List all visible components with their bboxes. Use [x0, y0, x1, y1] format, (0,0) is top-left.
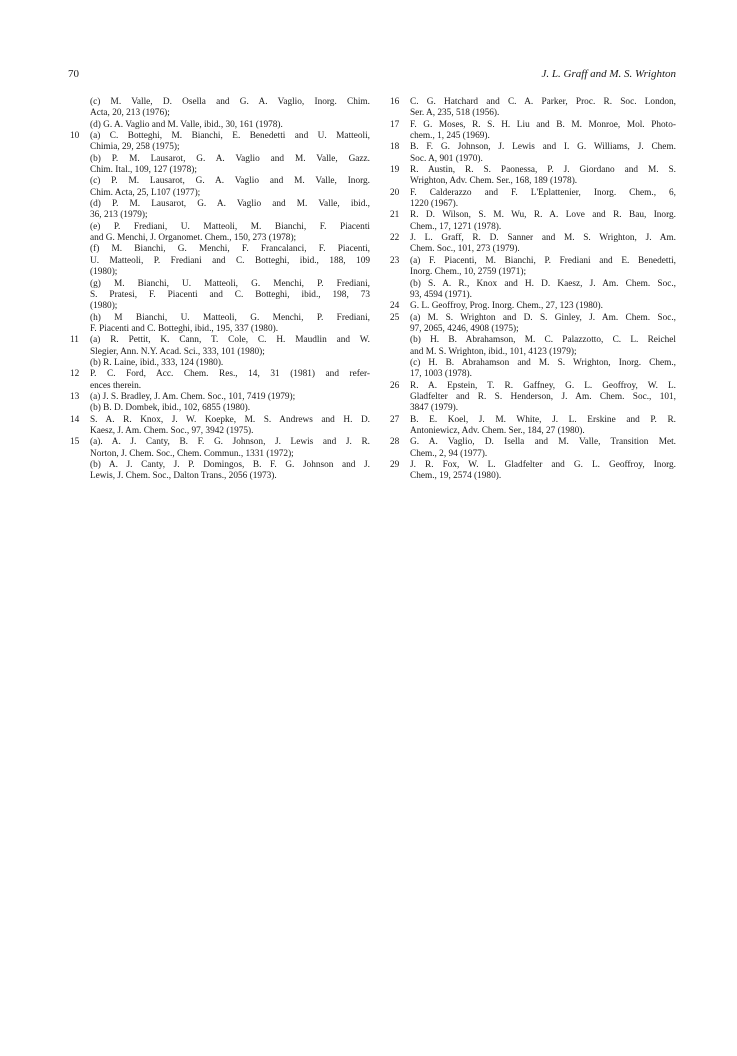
reference-line: R. A. Epstein, T. R. Gaffney, G. L. Geoffroy, W. L.: [410, 380, 676, 391]
reference-line: (c) H. B. Abrahamson and M. S. Wrighton, Inorg. Chem.,: [410, 357, 676, 368]
references-right-column: [390, 97, 676, 483]
reference-number: 23: [390, 255, 400, 266]
reference-text: [90, 392, 370, 415]
reference-line: Acta, 20, 213 (1976);: [90, 108, 170, 119]
reference-entry: [70, 392, 370, 415]
reference-number: 17: [390, 119, 400, 130]
reference-line: (1980);: [90, 267, 118, 278]
reference-text: [410, 165, 676, 188]
reference-line: G. A. Vaglio, D. Isella and M. Valle, Transition Met.: [410, 437, 676, 448]
reference-text: [90, 97, 370, 131]
reference-line: B. E. Koel, J. M. White, J. L. Erskine and P. R.: [410, 414, 676, 425]
reference-line: F. Piacenti and C. Botteghi, ibid., 195, 337 (1980).: [90, 323, 279, 334]
reference-entry: [390, 381, 676, 415]
reference-line: 97, 2065, 4246, 4908 (1975);: [410, 323, 519, 334]
reference-line: Inorg. Chem., 10, 2759 (1971);: [410, 267, 527, 278]
reference-text: [410, 437, 676, 460]
reference-line: (g) M. Bianchi, U. Matteoli, G. Menchi, P. Frediani,: [90, 278, 370, 289]
reference-line: (f) M. Bianchi, G. Menchi, F. Francalanci, F. Piacenti,: [90, 244, 370, 255]
reference-line: F. G. Moses, R. S. H. Liu and B. M. Monroe, Mol. Photo-: [410, 119, 676, 130]
reference-text: [90, 415, 370, 438]
reference-text: [410, 415, 676, 438]
reference-number: 28: [390, 437, 400, 448]
reference-line: Norton, J. Chem. Soc., Chem. Commun., 1331 (1972);: [90, 448, 294, 459]
reference-text: [410, 301, 676, 312]
reference-line: 1220 (1967).: [410, 199, 459, 210]
reference-entry: [390, 142, 676, 165]
reference-line: S. A. R. Knox, J. W. Koepke, M. S. Andrews and H. D.: [90, 414, 370, 425]
reference-number: 29: [390, 460, 400, 470]
reference-line: 93, 4594 (1971).: [410, 289, 472, 300]
reference-line: (a) M. S. Wrighton and D. S. Ginley, J. Am. Chem. Soc.,: [410, 312, 676, 323]
reference-line: (d) G. A. Vaglio and M. Valle, ibid., 30, 161 (1978).: [90, 119, 283, 130]
reference-line: (c) P. M. Lausarot, G. A. Vaglio and M. Valle, Inorg.: [90, 176, 370, 187]
reference-line: ences therein.: [90, 380, 142, 391]
reference-text: [90, 437, 370, 482]
reference-number: 24: [390, 301, 400, 312]
reference-line: Antoniewicz, Adv. Chem. Ser., 184, 27 (1980).: [410, 425, 585, 436]
reference-text: [410, 188, 676, 211]
reference-line: (b) B. D. Dombek, ibid., 102, 6855 (1980).: [90, 403, 251, 414]
page-number: 70: [68, 68, 79, 80]
reference-line: P. C. Ford, Acc. Chem. Res., 14, 31 (1981) and refer-: [90, 369, 370, 380]
reference-text: [410, 97, 676, 120]
reference-line: (b) P. M. Lausarot, G. A. Vaglio and M. Valle, Gazz.: [90, 153, 370, 164]
reference-number: [70, 97, 90, 131]
reference-line: Kaesz, J. Am. Chem. Soc., 97, 3942 (1975).: [90, 425, 254, 436]
reference-text: [410, 120, 676, 143]
reference-line: Chim. Acta, 25, L107 (1977);: [90, 187, 201, 198]
reference-text: [410, 381, 676, 415]
reference-number: 16: [390, 97, 400, 107]
reference-entry: [390, 188, 676, 211]
reference-line: Chem., 19, 2574 (1980).: [410, 471, 502, 482]
reference-number: 13: [70, 391, 80, 402]
reference-line: (b) H. B. Abrahamson, M. C. Palazzotto, C. L. Reichel: [410, 335, 676, 346]
reference-entry: [390, 256, 676, 301]
reference-entry: [390, 313, 676, 381]
reference-number: 19: [390, 165, 400, 176]
reference-text: [90, 335, 370, 369]
reference-line: U. Matteoli, P. Frediani and C. Botteghi, ibid., 188, 109: [90, 255, 370, 266]
reference-entry: [390, 210, 676, 233]
reference-entry: [390, 233, 676, 256]
reference-line: (1980);: [90, 301, 118, 312]
reference-line: R. D. Wilson, S. M. Wu, R. A. Love and R. Bau, Inorg.: [410, 210, 676, 221]
reference-number: 20: [390, 187, 400, 198]
reference-line: Chem., 17, 1271 (1978).: [410, 221, 502, 232]
reference-number: 22: [390, 233, 400, 244]
reference-number: 15: [70, 437, 80, 448]
reference-line: Lewis, J. Chem. Soc., Dalton Trans., 2056 (1973).: [90, 471, 277, 482]
reference-line: (b) R. Laine, ibid., 333, 124 (1980).: [90, 357, 224, 368]
reference-line: G. L. Geoffroy, Prog. Inorg. Chem., 27, 123 (1980).: [410, 301, 603, 312]
reference-text: [410, 142, 676, 165]
reference-entry: [390, 415, 676, 438]
reference-line: (a) R. Pettit, K. Cann, T. Cole, C. H. Maudlin and W.: [90, 335, 370, 346]
reference-entry: [390, 437, 676, 460]
reference-line: S. Pratesi, F. Piacenti and C. Botteghi, ibid., 198, 73: [90, 289, 370, 300]
reference-number: 27: [390, 414, 400, 425]
reference-entry: [70, 437, 370, 482]
reference-entry: [70, 97, 370, 131]
reference-line: (b) A. J. Canty, J. P. Domingos, B. F. G. Johnson and J.: [90, 460, 370, 470]
reference-number: 11: [70, 335, 79, 346]
reference-line: Wrighton, Adv. Chem. Ser., 168, 189 (1978).: [410, 176, 578, 187]
reference-entry: [390, 460, 676, 483]
reference-line: Chem. Soc., 101, 273 (1979).: [410, 244, 520, 255]
reference-line: C. G. Hatchard and C. A. Parker, Proc. R. Soc. London,: [410, 97, 676, 107]
reference-line: R. Austin, R. S. Paonessa, P. J. Giordano and M. S.: [410, 165, 676, 176]
reference-number: 18: [390, 142, 400, 153]
reference-line: 17, 1003 (1978).: [410, 369, 472, 380]
reference-text: [410, 233, 676, 256]
reference-line: 36, 213 (1979);: [90, 210, 148, 221]
reference-line: Chimia, 29, 258 (1975);: [90, 142, 180, 153]
reference-entry: [390, 301, 676, 312]
reference-line: (c) M. Valle, D. Osella and G. A. Vaglio, Inorg. Chim.: [90, 97, 370, 107]
reference-line: J. L. Graff, R. D. Sanner and M. S. Wrighton, J. Am.: [410, 233, 676, 244]
reference-line: B. F. G. Johnson, J. Lewis and I. G. Williams, J. Chem.: [410, 142, 676, 153]
reference-line: 3847 (1979).: [410, 403, 459, 414]
reference-line: (a) F. Piacenti, M. Bianchi, P. Frediani and E. Benedetti,: [410, 255, 676, 266]
reference-line: J. R. Fox, W. L. Gladfelter and G. L. Geoffroy, Inorg.: [410, 460, 676, 470]
reference-text: [410, 460, 676, 483]
reference-entry: [70, 131, 370, 335]
reference-line: and M. S. Wrighton, ibid., 101, 4123 (1979);: [410, 346, 577, 357]
page-header: [68, 68, 676, 84]
reference-text: [410, 256, 676, 301]
reference-line: (a) J. S. Bradley, J. Am. Chem. Soc., 101, 7419 (1979);: [90, 391, 296, 402]
reference-number: 12: [70, 369, 80, 380]
references-left-column: [70, 97, 370, 483]
reference-line: (d) P. M. Lausarot, G. A. Vaglio and M. Valle, ibid.,: [90, 199, 370, 210]
reference-line: F. Calderazzo and F. L'Eplattenier, Inorg. Chem., 6,: [410, 187, 676, 198]
reference-line: Slegier, Ann. N.Y. Acad. Sci., 333, 101 (1980);: [90, 346, 265, 357]
reference-number: 21: [390, 210, 400, 221]
reference-line: (e) P. Frediani, U. Matteoli, M. Bianchi, F. Piacenti: [90, 221, 370, 232]
reference-line: and G. Menchi, J. Organomet. Chem., 150, 273 (1978);: [90, 233, 297, 244]
reference-line: (a) C. Botteghi, M. Bianchi, E. Benedetti and U. Matteoli,: [90, 131, 370, 142]
reference-entry: [390, 97, 676, 120]
reference-line: Ser. A, 235, 518 (1956).: [410, 108, 500, 119]
reference-line: (h) M Bianchi, U. Matteoli, G. Menchi, P. Frediani,: [90, 312, 370, 323]
running-head: J. L. Graff and M. S. Wrighton: [541, 68, 676, 80]
reference-number: 10: [70, 131, 80, 142]
reference-text: [410, 313, 676, 381]
reference-line: (b) S. A. R., Knox and H. D. Kaesz, J. Am. Chem. Soc.,: [410, 278, 676, 289]
reference-line: chem., 1, 245 (1969).: [410, 131, 490, 142]
reference-line: Gladfelter and R. S. Henderson, J. Am. Chem. Soc., 101,: [410, 391, 676, 402]
reference-line: Chem., 2, 94 (1977).: [410, 448, 488, 459]
reference-text: [410, 210, 676, 233]
reference-entry: [70, 415, 370, 438]
reference-line: Chim. Ital., 109, 127 (1978);: [90, 165, 197, 176]
reference-number: 14: [70, 414, 80, 425]
reference-entry: [70, 369, 370, 392]
reference-line: (a). A. J. Canty, B. F. G. Johnson, J. Lewis and J. R.: [90, 437, 370, 448]
reference-number: 25: [390, 312, 400, 323]
reference-text: [90, 369, 370, 392]
reference-entry: [390, 120, 676, 143]
reference-line: Soc. A, 901 (1970).: [410, 153, 483, 164]
reference-text: [90, 131, 370, 335]
reference-entry: [70, 335, 370, 369]
reference-entry: [390, 165, 676, 188]
reference-number: 26: [390, 380, 400, 391]
